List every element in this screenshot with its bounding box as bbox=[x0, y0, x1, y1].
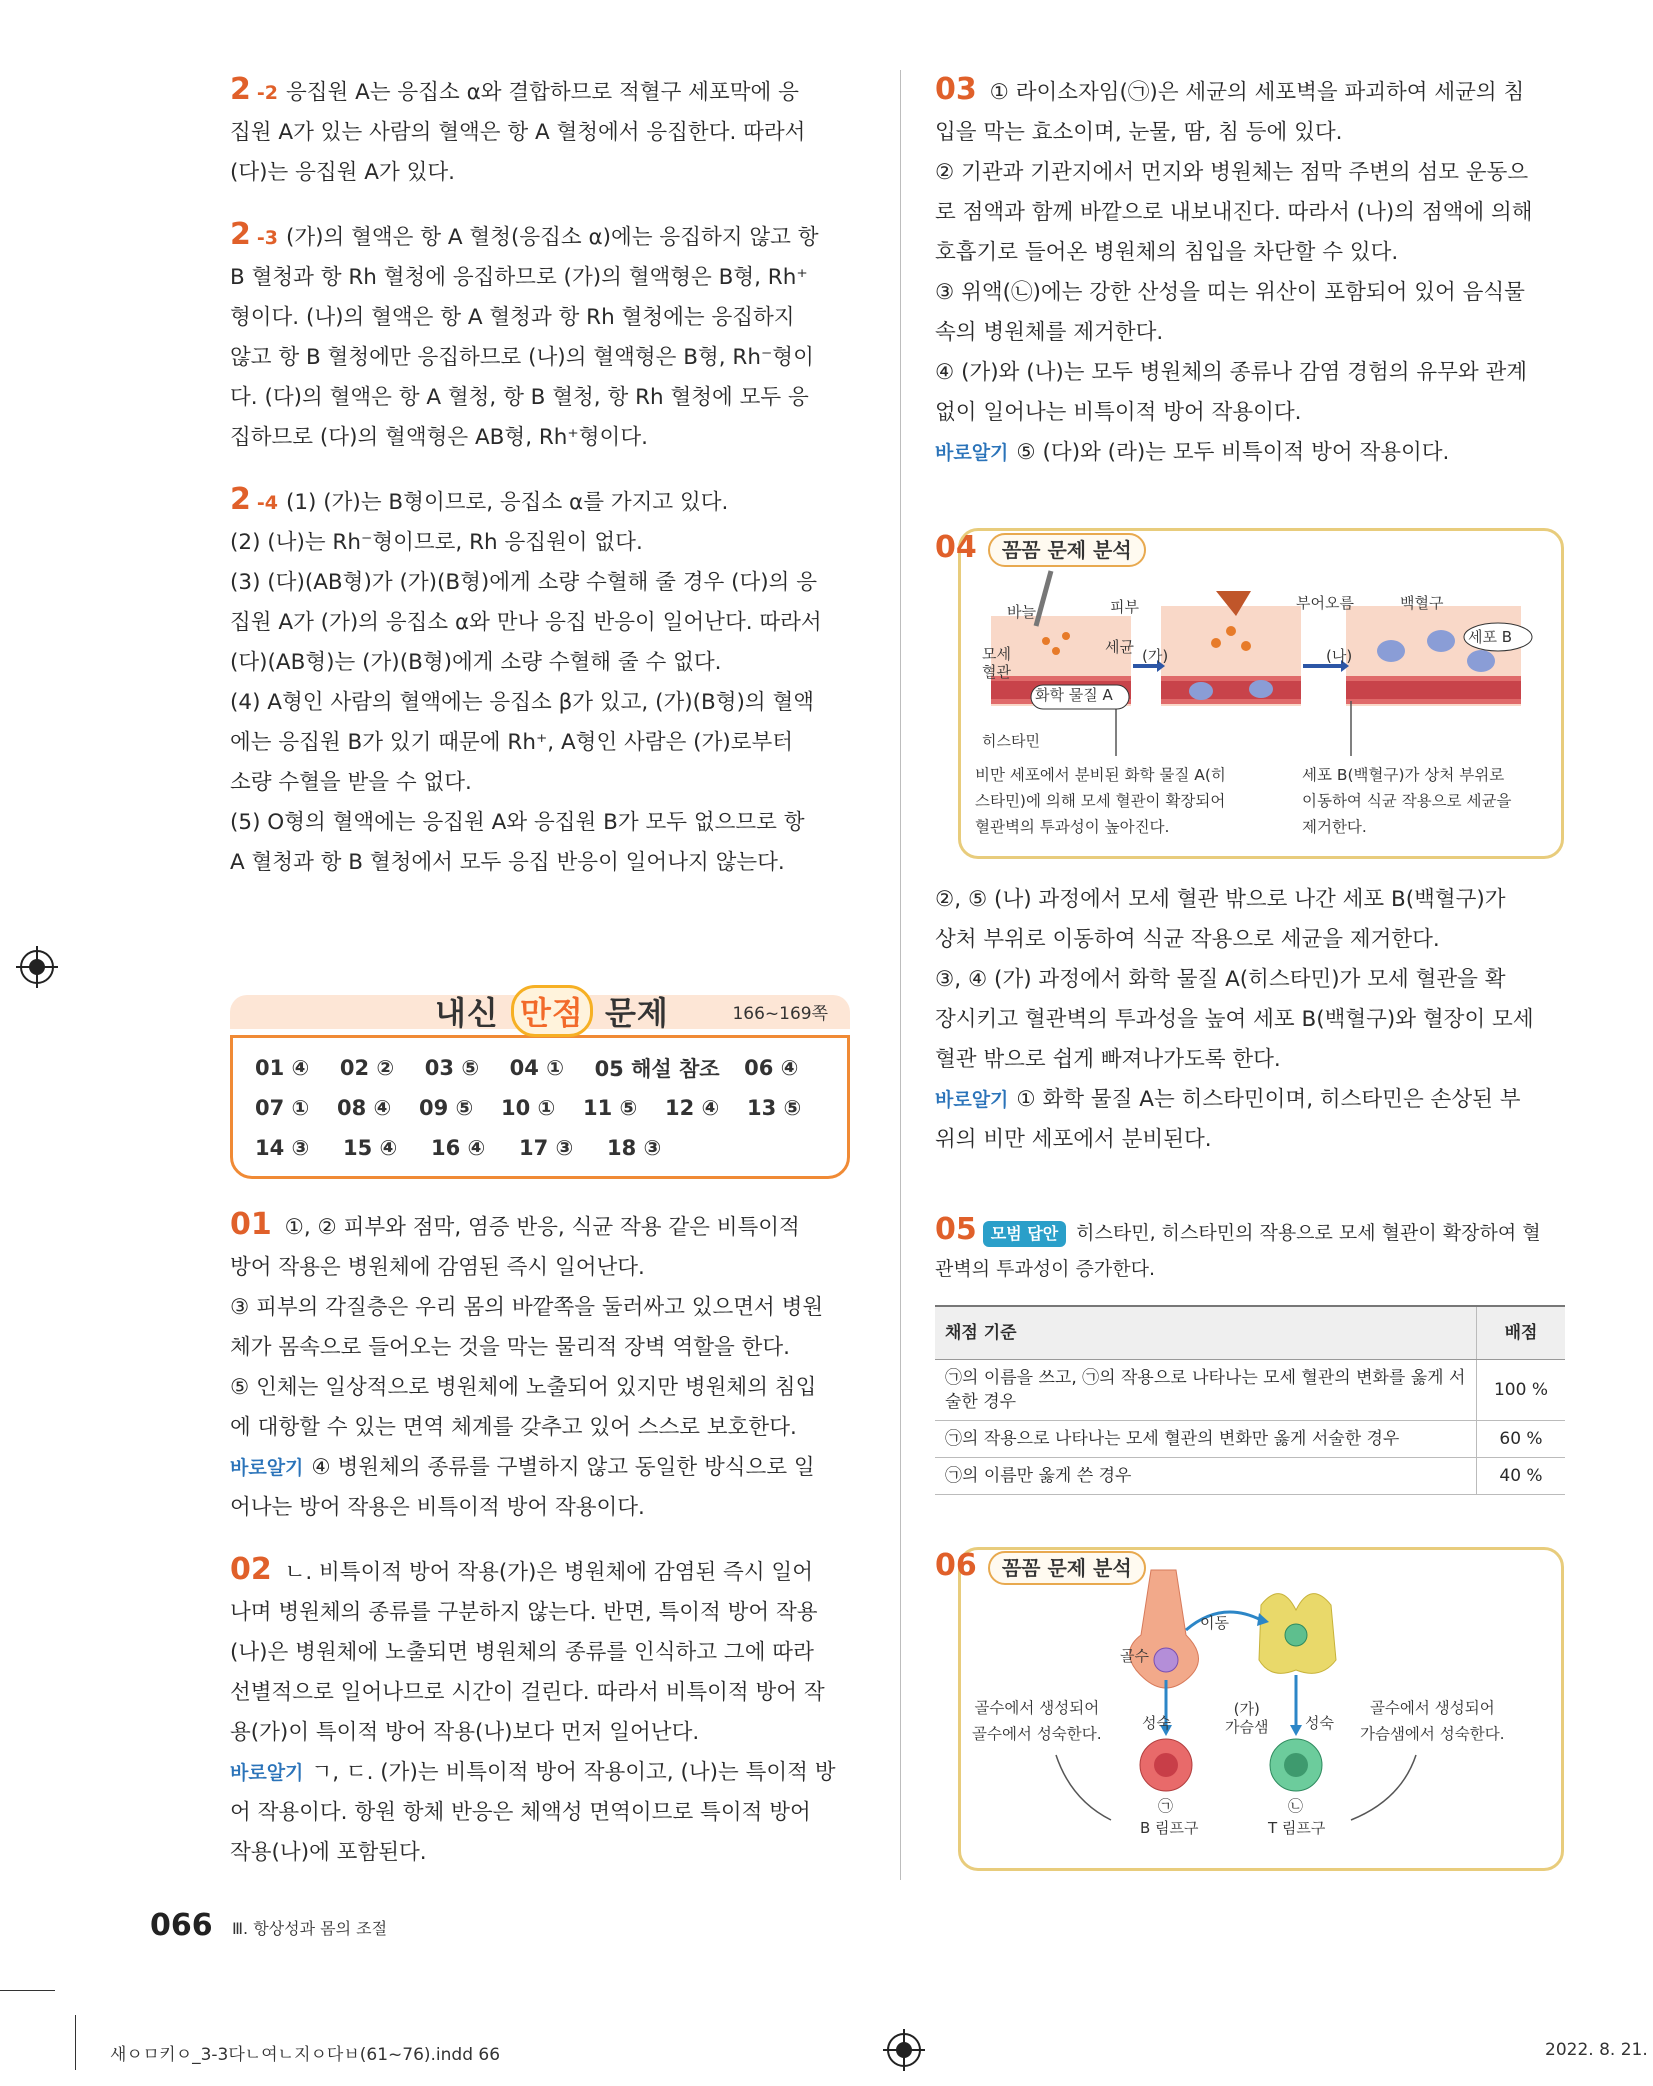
bacterium bbox=[1062, 632, 1070, 640]
table-row bbox=[935, 1360, 1565, 1421]
title-part: 문제 bbox=[604, 994, 669, 1032]
wbc-cell bbox=[1377, 640, 1405, 662]
trim-mark bbox=[0, 1990, 55, 1991]
mature-label: 성숙 bbox=[1305, 1714, 1334, 1732]
points-cell: 100 % bbox=[1477, 1360, 1566, 1421]
text-line: 집원 A가 있는 사람의 혈액은 항 A 혈청에서 응집한다. 따라서 bbox=[230, 120, 806, 145]
text-line: 에 대항할 수 있는 면역 체계를 갖추고 있어 스스로 보호한다. bbox=[230, 1415, 797, 1440]
text-line: ⑤ (다)와 (라)는 모두 비특이적 방어 작용이다. bbox=[1016, 440, 1450, 465]
answer-item: 15 ④ bbox=[343, 1136, 398, 1160]
caption-line: 골수에서 생성되어 bbox=[1369, 1699, 1495, 1717]
question-number: 04 bbox=[935, 530, 977, 565]
caption-arrow-left bbox=[1056, 1755, 1111, 1820]
answer-2-2 bbox=[230, 70, 860, 193]
answer-sub: -3 bbox=[256, 227, 278, 249]
points-cell: 40 % bbox=[1477, 1458, 1566, 1495]
text-line: 선별적으로 일어나므로 시간이 걸린다. 따라서 비특이적 방어 작 bbox=[230, 1680, 825, 1705]
answer-item: 09 ⑤ bbox=[419, 1096, 474, 1120]
b-nucleus bbox=[1154, 1753, 1178, 1777]
bone-marrow-shape bbox=[1130, 1570, 1199, 1688]
answer-item: 11 ⑤ bbox=[583, 1096, 638, 1120]
answer-2-4 bbox=[230, 480, 860, 883]
answer-item: 12 ④ bbox=[665, 1096, 720, 1120]
text-line: ② 기관과 기관지에서 먼지와 병원체는 점막 주변의 섬모 운동으 bbox=[935, 160, 1529, 185]
needle-shape bbox=[1036, 571, 1051, 626]
answer-number: 2 bbox=[230, 72, 251, 107]
caption-line: 세포 B(백혈구)가 상처 부위로 bbox=[1302, 766, 1505, 784]
caption-arrow-right bbox=[1351, 1755, 1416, 1820]
wbc-cell bbox=[1189, 682, 1213, 700]
text-line: 어나는 방어 작용은 비특이적 방어 작용이다. bbox=[230, 1495, 645, 1520]
table-row bbox=[935, 1458, 1565, 1495]
text-line: A 혈청과 항 B 혈청에서 모두 응집 반응이 일어나지 않는다. bbox=[230, 850, 785, 875]
wbc-cell bbox=[1467, 650, 1495, 672]
text-line: 집하므로 (다)의 혈액형은 AB형, Rh⁺형이다. bbox=[230, 425, 648, 450]
mature-label: 성숙 bbox=[1142, 1714, 1171, 1732]
column-divider bbox=[900, 70, 901, 1880]
right-column bbox=[935, 70, 1565, 495]
thymus-cell bbox=[1285, 1624, 1307, 1646]
needle-label: 바늘 bbox=[1007, 603, 1036, 621]
q06-caption-right bbox=[1360, 1695, 1505, 1747]
bacterium bbox=[1052, 647, 1060, 655]
page-number: 066 bbox=[150, 1908, 213, 1943]
text-line: ③, ④ (가) 과정에서 화학 물질 A(히스타민)가 모세 혈관을 확 bbox=[935, 967, 1506, 992]
vessel-2 bbox=[1161, 676, 1301, 704]
caption-line: 혈관벽의 투과성이 높아진다. bbox=[975, 818, 1170, 836]
text-line: ㄴ. 비특이적 방어 작용(가)은 병원체에 감염된 즉시 일어 bbox=[284, 1560, 813, 1585]
b-symbol: ㉠ bbox=[1158, 1797, 1174, 1815]
swelling-label: 부어오름 bbox=[1296, 594, 1354, 612]
criteria-cell: ㉠의 작용으로 나타나는 모세 혈관의 변화만 옳게 서술한 경우 bbox=[935, 1421, 1477, 1458]
points-cell: 60 % bbox=[1477, 1421, 1566, 1458]
text-line: 방어 작용은 병원체에 감염된 즉시 일어난다. bbox=[230, 1255, 645, 1280]
text-line: 속의 병원체를 제거한다. bbox=[935, 320, 1164, 345]
wbc-label: 백혈구 bbox=[1400, 594, 1444, 612]
caption-line: 비만 세포에서 분비된 화학 물질 A(히 bbox=[975, 766, 1226, 784]
wbc-cell bbox=[1427, 630, 1455, 652]
arrow-head bbox=[1257, 1613, 1269, 1626]
tissue-panel-3 bbox=[1346, 606, 1521, 706]
text-line: 다. (다)의 혈액은 항 A 혈청, 항 B 혈청, 항 Rh 혈청에 모두 응 bbox=[230, 385, 809, 410]
answer-sub: -2 bbox=[256, 82, 278, 104]
table-header-row bbox=[935, 1306, 1565, 1360]
b-cell-label: B 림프구 bbox=[1140, 1819, 1199, 1837]
text-line: ②, ⑤ (나) 과정에서 모세 혈관 밖으로 나간 세포 B(백혈구)가 bbox=[935, 887, 1506, 912]
left-lower-column bbox=[230, 1205, 860, 1895]
text-line: (1) (가)는 B형이므로, 응집소 α를 가지고 있다. bbox=[285, 490, 729, 515]
print-date: 2022. 8. 21. bbox=[1545, 2040, 1648, 2060]
text-line: 혈관 밖으로 쉽게 빠져나가도록 한다. bbox=[935, 1047, 1281, 1072]
caption-line: 제거한다. bbox=[1302, 818, 1367, 836]
answer-item: 16 ④ bbox=[431, 1136, 486, 1160]
text-line: 없이 일어나는 비특이적 방어 작용이다. bbox=[935, 400, 1302, 425]
answer-number: 2 bbox=[230, 482, 251, 517]
answer-05-body bbox=[935, 1212, 1565, 1287]
b-lymphocyte bbox=[1140, 1739, 1192, 1791]
text-line: ① 라이소자임(㉠)은 세균의 세포벽을 파괴하여 세균의 침 bbox=[989, 80, 1525, 105]
text-line: 않고 항 B 혈청에만 응집하므로 (나)의 혈액형은 B형, Rh⁻형이 bbox=[230, 345, 814, 370]
text-line: ① 화학 물질 A는 히스타민이며, 히스타민은 손상된 부 bbox=[1016, 1087, 1521, 1112]
q06-caption-left bbox=[972, 1695, 1102, 1747]
text-line: 나며 병원체의 종류를 구분하지 않는다. 반면, 특이적 방어 작용 bbox=[230, 1600, 818, 1625]
vessel-inner-2 bbox=[1161, 681, 1301, 699]
question-number: 06 bbox=[935, 1548, 977, 1583]
caption-line: 이동하여 식균 작용으로 세균을 bbox=[1302, 792, 1512, 810]
bacterium bbox=[1241, 641, 1251, 651]
text-line: 형이다. (나)의 혈액은 항 A 혈청과 항 Rh 혈청에는 응집하지 bbox=[230, 305, 795, 330]
text-line: (나)은 병원체에 노출되면 병원체의 종류를 인식하고 그에 따라 bbox=[230, 1640, 814, 1665]
answer-key-box bbox=[230, 985, 850, 1179]
t-cell-label: T 림프구 bbox=[1268, 1819, 1326, 1837]
answer-03 bbox=[935, 70, 1565, 473]
move-label: 이동 bbox=[1200, 1614, 1229, 1632]
question-number: 03 bbox=[935, 72, 977, 107]
answer-05 bbox=[935, 1212, 1565, 1495]
answer-item: 17 ③ bbox=[519, 1136, 574, 1160]
answer-row bbox=[255, 1128, 829, 1168]
answer-item: 14 ③ bbox=[255, 1136, 310, 1160]
ga-label: (가) bbox=[1142, 647, 1169, 665]
text-line: 입을 막는 효소이며, 눈물, 땀, 침 등에 있다. bbox=[935, 120, 1343, 145]
thymus-label: (가) 가슴샘 bbox=[1225, 1700, 1269, 1736]
criteria-cell: ㉠의 이름을 쓰고, ㉠의 작용으로 나타나는 모세 혈관의 변화를 옳게 서술한 경우 bbox=[935, 1360, 1477, 1421]
wbc-cell bbox=[1249, 680, 1273, 698]
thymus-shape bbox=[1259, 1594, 1336, 1674]
cellb-label: 세포 B bbox=[1468, 628, 1513, 646]
answer-key-pages: 166~169쪽 bbox=[732, 1004, 828, 1024]
criteria-header: 채점 기준 bbox=[935, 1306, 1477, 1360]
answer-01 bbox=[230, 1205, 860, 1528]
answer-key-title bbox=[435, 985, 669, 1037]
text-line: ④ (가)와 (나)는 모두 병원체의 종류나 감염 경험의 유무와 관계 bbox=[935, 360, 1528, 385]
caption-line: 가슴샘에서 성숙한다. bbox=[1360, 1725, 1505, 1743]
text-line: 소량 수혈을 받을 수 없다. bbox=[230, 770, 472, 795]
question-number: 01 bbox=[230, 1207, 272, 1242]
bacterium bbox=[1042, 637, 1050, 645]
text-line: ③ 피부의 각질층은 우리 몸의 바깥쪽을 둘러싸고 있으면서 병원 bbox=[230, 1295, 824, 1320]
capillary-label: 모세 혈관 bbox=[982, 645, 1011, 681]
na-label: (나) bbox=[1326, 647, 1353, 665]
criteria-cell: ㉠의 이름만 옳게 쓴 경우 bbox=[935, 1458, 1477, 1495]
answer-key-header bbox=[230, 985, 850, 1041]
answer-item: 04 ① bbox=[509, 1056, 564, 1080]
answer-item: 06 ④ bbox=[744, 1056, 799, 1080]
text-line: 히스타민, 히스타민의 작용으로 모세 혈관이 확장하여 혈 bbox=[1076, 1222, 1541, 1244]
text-line: (다)는 응집원 A가 있다. bbox=[230, 160, 455, 185]
q04-caption-right bbox=[1302, 762, 1511, 840]
text-line: (4) A형인 사람의 혈액에는 응집소 β가 있고, (가)(B형)의 혈액 bbox=[230, 690, 815, 715]
text-line: 작용(나)에 포함된다. bbox=[230, 1840, 427, 1865]
title-part: 내신 bbox=[435, 994, 499, 1032]
vessel-inner-3 bbox=[1346, 681, 1521, 699]
analysis-tag: 꼼꼼 문제 분석 bbox=[988, 533, 1146, 567]
answer-04-body bbox=[935, 880, 1565, 1160]
answer-row bbox=[255, 1048, 829, 1088]
analysis-tag: 꼼꼼 문제 분석 bbox=[988, 1551, 1146, 1585]
answer-sub: -4 bbox=[256, 492, 278, 514]
precursor-cell bbox=[1154, 1648, 1178, 1672]
question-number: 05 bbox=[935, 1212, 977, 1247]
text-line: 위의 비만 세포에서 분비된다. bbox=[935, 1127, 1212, 1152]
answer-item: 02 ② bbox=[339, 1056, 395, 1080]
text-line: ①, ② 피부와 점막, 염증 반응, 식균 작용 같은 비특이적 bbox=[284, 1215, 800, 1240]
text-line: 체가 몸속으로 들어오는 것을 막는 물리적 장벽 역할을 한다. bbox=[230, 1335, 790, 1360]
correction-label: 바로알기 bbox=[230, 1762, 304, 1784]
correction-label: 바로알기 bbox=[230, 1457, 304, 1479]
left-column bbox=[230, 70, 860, 905]
answer-item: 01 ④ bbox=[255, 1056, 310, 1080]
answer-item: 03 ⑤ bbox=[424, 1056, 480, 1080]
answer-item: 05 해설 참조 bbox=[594, 1057, 720, 1081]
arrow-head bbox=[1290, 1725, 1302, 1736]
q06-header bbox=[935, 1548, 1146, 1585]
q04-header bbox=[935, 530, 1146, 567]
table-row bbox=[935, 1421, 1565, 1458]
wound-shape bbox=[1216, 591, 1251, 616]
q04-caption-left bbox=[975, 762, 1226, 840]
t-nucleus bbox=[1284, 1753, 1308, 1777]
text-line: ④ 병원체의 종류를 구별하지 않고 동일한 방식으로 일 bbox=[311, 1455, 815, 1480]
text-line: (가)의 혈액은 항 A 혈청(응집소 α)에는 응집하지 않고 항 bbox=[285, 225, 819, 250]
text-line: 어 작용이다. 항원 항체 반응은 체액성 면역이므로 특이적 방어 bbox=[230, 1800, 811, 1825]
caption-line: 골수에서 성숙한다. bbox=[972, 1725, 1102, 1743]
skin-label: 피부 bbox=[1110, 598, 1139, 616]
text-line: 응집원 A는 응집소 α와 결합하므로 적혈구 세포막에 응 bbox=[285, 80, 799, 105]
answer-item: 08 ④ bbox=[337, 1096, 392, 1120]
bacterium bbox=[1226, 626, 1236, 636]
tissue-panel-2 bbox=[1161, 606, 1301, 706]
correction-label: 바로알기 bbox=[935, 442, 1009, 464]
text-line: 상처 부위로 이동하여 식균 작용으로 세균을 제거한다. bbox=[935, 927, 1440, 952]
text-line: 에는 응집원 B가 있기 때문에 Rh⁺, A형인 사람은 (가)로부터 bbox=[230, 730, 794, 755]
answer-04-text bbox=[935, 880, 1565, 1182]
bacteria-label: 세균 bbox=[1105, 638, 1134, 656]
text-line: 관벽의 투과성이 증가한다. bbox=[935, 1258, 1156, 1280]
text-line: 장시키고 혈관벽의 투과성을 높여 세포 B(백혈구)와 혈장이 모세 bbox=[935, 1007, 1534, 1032]
answer-item: 13 ⑤ bbox=[747, 1096, 802, 1120]
text-line: ㄱ, ㄷ. (가)는 비특이적 방어 작용이고, (나)는 특이적 방 bbox=[311, 1760, 836, 1785]
bacterium bbox=[1211, 638, 1221, 648]
text-line: 집원 A가 (가)의 응집소 α와 만나 응집 반응이 일어난다. 따라서 bbox=[230, 610, 822, 635]
correction-label: 바로알기 bbox=[935, 1089, 1009, 1111]
points-header: 배점 bbox=[1477, 1306, 1566, 1360]
vessel-3 bbox=[1346, 676, 1521, 704]
text-line: B 혈청과 항 Rh 혈청에 응집하므로 (가)의 혈액형은 B형, Rh⁺ bbox=[230, 265, 808, 290]
text-line: ③ 위액(㉡)에는 강한 산성을 띠는 위산이 포함되어 있어 음식물 bbox=[935, 280, 1525, 305]
answer-2-3 bbox=[230, 215, 860, 458]
t-symbol: ㉡ bbox=[1288, 1797, 1304, 1815]
answer-item: 18 ③ bbox=[607, 1136, 662, 1160]
text-line: ⑤ 인체는 일상적으로 병원체에 노출되어 있지만 병원체의 침입 bbox=[230, 1375, 817, 1400]
answer-row bbox=[255, 1088, 829, 1128]
registration-mark-icon bbox=[887, 2033, 921, 2067]
question-number: 02 bbox=[230, 1552, 272, 1587]
t-lymphocyte bbox=[1270, 1739, 1322, 1791]
title-highlight: 만점 bbox=[511, 985, 593, 1037]
caption-line: 골수에서 생성되어 bbox=[974, 1699, 1100, 1717]
marrow-label: 골수 bbox=[1120, 1647, 1149, 1665]
model-answer-badge: 모범 답안 bbox=[983, 1221, 1066, 1247]
caption-line: 스타민)에 의해 모세 혈관이 확장되어 bbox=[975, 792, 1226, 810]
registration-mark-icon bbox=[20, 950, 54, 984]
section-title: Ⅲ. 항상성과 몸의 조절 bbox=[232, 1919, 388, 1938]
text-line: 로 점액과 함께 바깥으로 내보내진다. 따라서 (나)의 점액에 의해 bbox=[935, 200, 1533, 225]
text-line: (다)(AB형)는 (가)(B형)에게 소량 수혈해 줄 수 없다. bbox=[230, 650, 722, 675]
answer-number: 2 bbox=[230, 217, 251, 252]
answer-key-body bbox=[230, 1035, 850, 1179]
scoring-table bbox=[935, 1305, 1565, 1495]
text-line: 호흡기로 들어온 병원체의 침입을 차단할 수 있다. bbox=[935, 240, 1399, 265]
text-line: 용(가)이 특이적 방어 작용(나)보다 먼저 일어난다. bbox=[230, 1720, 700, 1745]
answer-item: 07 ① bbox=[255, 1096, 310, 1120]
answer-item: 10 ① bbox=[501, 1096, 556, 1120]
answer-02 bbox=[230, 1550, 860, 1873]
chemical-label: 화학 물질 A bbox=[1035, 686, 1113, 704]
histamine-label: 히스타민 bbox=[982, 732, 1040, 750]
text-line: (3) (다)(AB형)가 (가)(B형)에게 소량 수혈해 줄 경우 (다)의 응 bbox=[230, 570, 818, 595]
text-line: (5) O형의 혈액에는 응집원 A와 응집원 B가 모두 없으므로 항 bbox=[230, 810, 805, 835]
text-line: (2) (나)는 Rh⁻형이므로, Rh 응집원이 없다. bbox=[230, 530, 643, 555]
trim-mark bbox=[75, 2015, 76, 2070]
file-info: 새ㅇㅁ키ㅇ_3-3다ㄴ여ㄴ지ㅇ다ㅂ(61~76).indd 66 bbox=[110, 2045, 501, 2065]
